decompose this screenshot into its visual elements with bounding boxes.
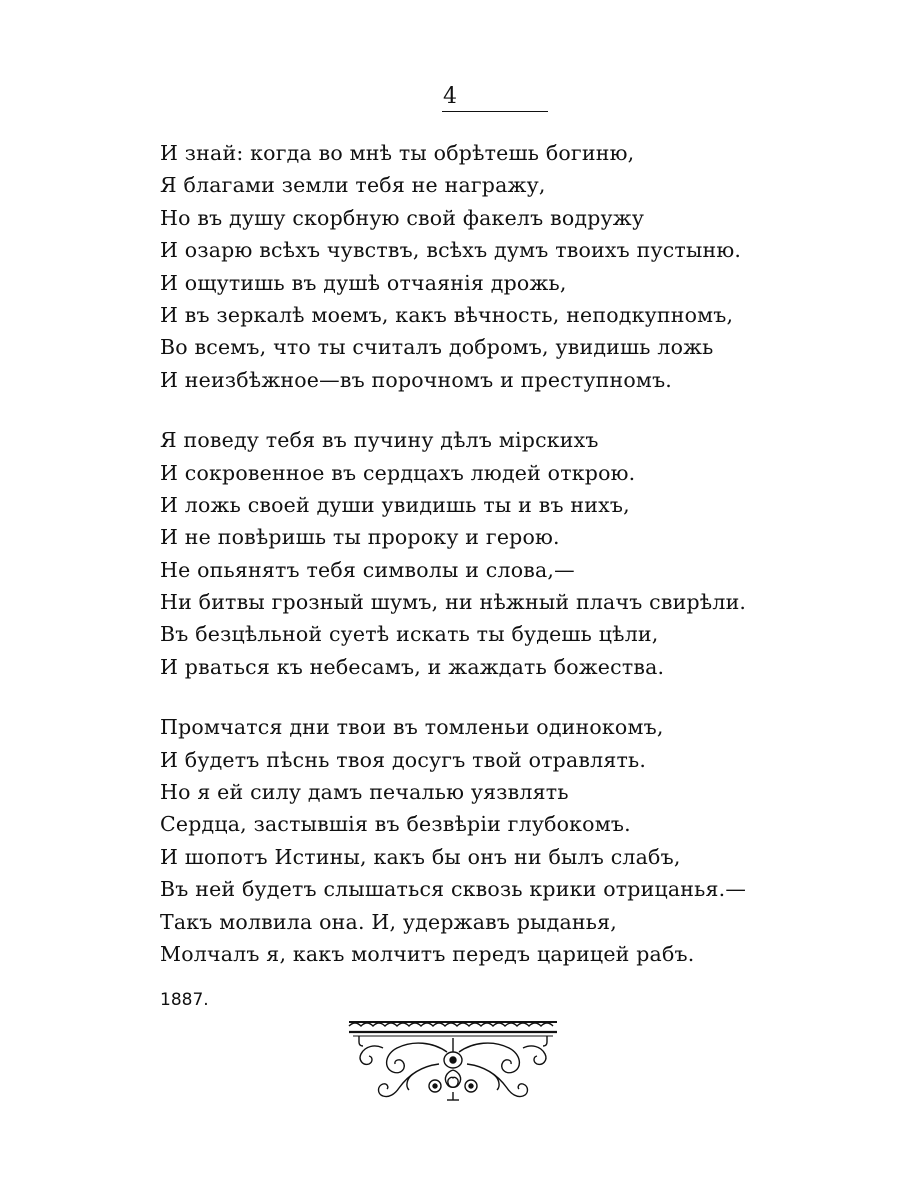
poem-line: И ложь своей души увидишь ты и въ нихъ, (160, 492, 630, 517)
stanza-3 (160, 711, 800, 970)
poem-year: 1887. (160, 990, 209, 1010)
stanza-1 (160, 137, 800, 396)
poem-line: И рваться къ небесамъ, и жаждать божества. (160, 654, 665, 679)
poem-line: Я благами земли тебя не награжу, (160, 173, 546, 198)
poem-line: Промчатся дни твои въ томленьи одинокомъ, (160, 715, 664, 740)
poem-line: И будетъ пѣснь твоя досугъ твой отравлять. (160, 747, 647, 772)
poem-line: Въ безцѣльной суетѣ искать ты будешь цѣли, (160, 622, 659, 647)
poem-line: Я поведу тебя въ пучину дѣлъ мірскихъ (160, 428, 599, 453)
poem-line: Ни битвы грозный шумъ, ни нѣжный плачъ свирѣли. (160, 590, 747, 615)
poem-line: И въ зеркалѣ моемъ, какъ вѣчность, неподкупномъ, (160, 302, 734, 327)
poem-line: И шопотъ Истины, какъ бы онъ ни былъ слабъ, (160, 844, 681, 869)
poem-line: И озарю всѣхъ чувствъ, всѣхъ думъ твоихъ пустыню. (160, 238, 742, 263)
poem-line: И знай: когда во мнѣ ты обрѣтешь богиню, (160, 141, 635, 165)
page-number-rule (442, 111, 548, 112)
poem-line: И ощутишь въ душѣ отчаянія дрожь, (160, 270, 567, 295)
poem (160, 137, 800, 998)
poem-line: Въ ней будетъ слышаться сквозь крики отрицанья.— (160, 877, 747, 902)
poem-line: И не повѣришь ты пророку и герою. (160, 525, 560, 550)
poem-line: Молчалъ я, какъ молчитъ передъ царицей рабъ. (160, 941, 695, 966)
poem-line: И неизбѣжное—въ порочномъ и преступномъ. (160, 367, 673, 392)
stanza-2 (160, 424, 800, 683)
poem-line: Во всемъ, что ты считалъ добромъ, увидишь ложь (160, 335, 714, 360)
poem-line: Сердца, застывшія въ безвѣріи глубокомъ. (160, 812, 631, 837)
poem-line: Но въ душу скорбную свой факелъ водружу (160, 205, 645, 230)
poem-line: Не опьянятъ тебя символы и слова,— (160, 557, 575, 582)
tailpiece-ornament-icon (343, 1012, 563, 1106)
poem-line: И сокровенное въ сердцахъ людей открою. (160, 460, 636, 485)
poem-line: Такъ молвила она. И, удержавъ рыданья, (160, 909, 617, 934)
poem-line: Но я ей силу дамъ печалью уязвлять (160, 780, 569, 805)
page-number: 4 (443, 84, 457, 109)
